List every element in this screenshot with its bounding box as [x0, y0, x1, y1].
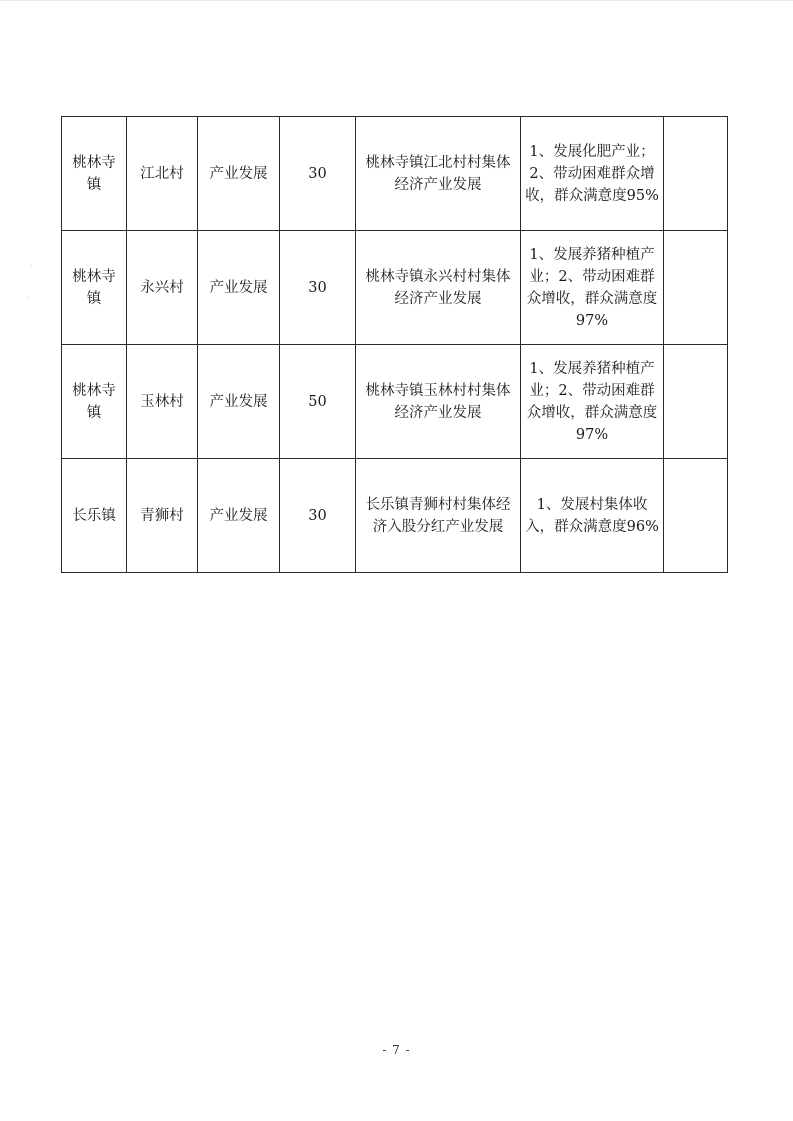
- amount-cell: 30: [280, 231, 356, 345]
- scan-speck: ·: [27, 294, 30, 304]
- note-cell: [664, 231, 728, 345]
- note-cell: [664, 117, 728, 231]
- town-cell: 长乐镇: [62, 459, 127, 573]
- table-row: [62, 345, 728, 459]
- project-name-cell: 桃林寺镇永兴村村集体经济产业发展: [356, 231, 521, 345]
- scan-speck: ·: [30, 262, 33, 272]
- village-cell: 玉林村: [127, 345, 198, 459]
- project-type-cell: 产业发展: [198, 345, 280, 459]
- project-type-cell: 产业发展: [198, 231, 280, 345]
- town-cell: 桃林寺镇: [62, 117, 127, 231]
- village-cell: 青狮村: [127, 459, 198, 573]
- table-row: [62, 117, 728, 231]
- town-cell: 桃林寺镇: [62, 345, 127, 459]
- amount-cell: 50: [280, 345, 356, 459]
- town-cell: 桃林寺镇: [62, 231, 127, 345]
- village-cell: 江北村: [127, 117, 198, 231]
- note-cell: [664, 459, 728, 573]
- project-name-cell: 桃林寺镇玉林村村集体经济产业发展: [356, 345, 521, 459]
- amount-cell: 30: [280, 117, 356, 231]
- performance-goal-cell: 1、发展村集体收入，群众满意度96%: [521, 459, 664, 573]
- note-cell: [664, 345, 728, 459]
- performance-goal-cell: 1、发展化肥产业；2、带动困难群众增收，群众满意度95%: [521, 117, 664, 231]
- village-cell: 永兴村: [127, 231, 198, 345]
- table-row: [62, 231, 728, 345]
- table-row: [62, 459, 728, 573]
- project-table: [61, 116, 728, 573]
- page-number: - 7 -: [382, 1043, 411, 1057]
- performance-goal-cell: 1、发展养猪种植产业；2、带动困难群众增收，群众满意度97%: [521, 345, 664, 459]
- project-type-cell: 产业发展: [198, 117, 280, 231]
- project-name-cell: 长乐镇青狮村村集体经济入股分红产业发展: [356, 459, 521, 573]
- performance-goal-cell: 1、发展养猪种植产业；2、带动困难群众增收，群众满意度97%: [521, 231, 664, 345]
- project-name-cell: 桃林寺镇江北村村集体经济产业发展: [356, 117, 521, 231]
- amount-cell: 30: [280, 459, 356, 573]
- project-type-cell: 产业发展: [198, 459, 280, 573]
